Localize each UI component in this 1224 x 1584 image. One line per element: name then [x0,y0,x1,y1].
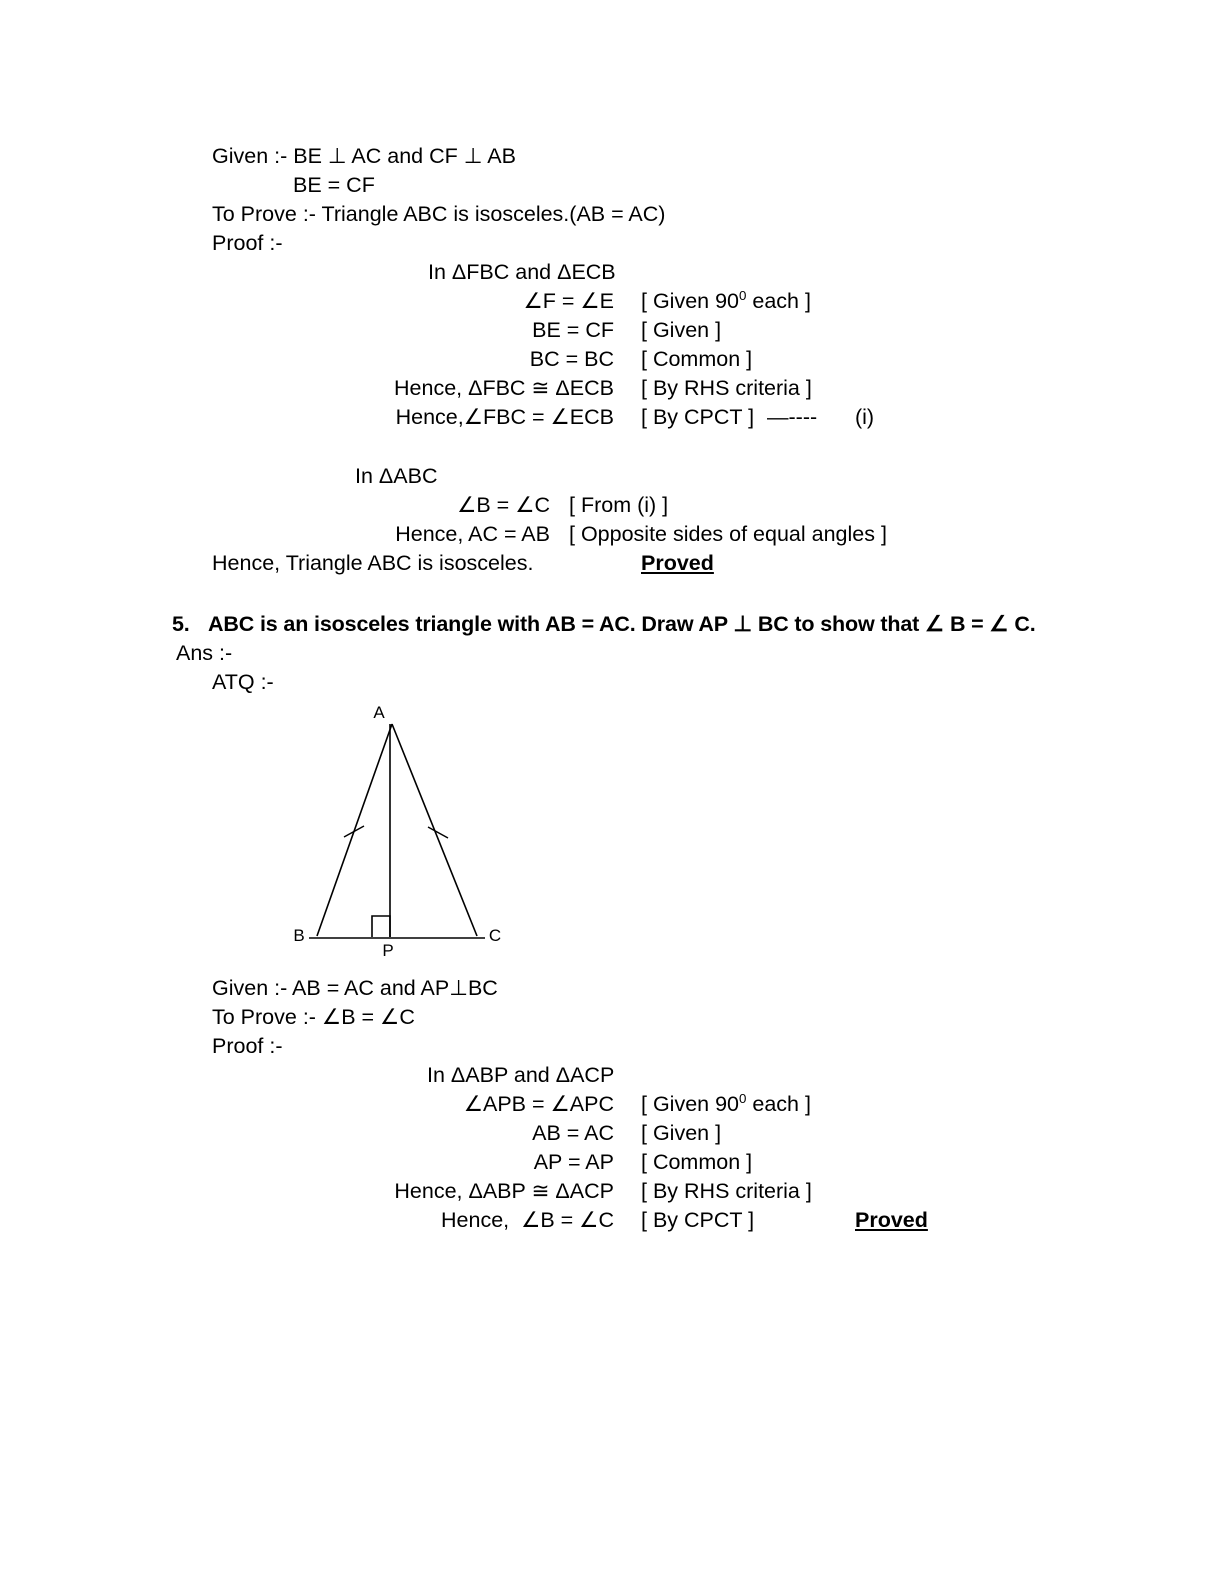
proof4b-statement-1: ∠B = ∠C [457,493,550,517]
proof4-given-line1: Given :- BE ⊥ AC and CF ⊥ AB [212,144,516,168]
proof5-given: Given :- AB = AC and AP⊥BC [212,976,498,1000]
proof5-statement-1: ∠APB = ∠APC [463,1092,614,1116]
proof5-statement-4: Hence, ΔABP ≅ ΔACP [394,1179,614,1203]
proof4-in-abc: In ΔABC [355,464,438,488]
proof4-to-prove: To Prove :- Triangle ABC is isosceles.(AB = AC) [212,202,666,226]
proof4-reference-dash: —---- [767,405,818,429]
proof4-proof-label: Proof :- [212,231,283,255]
proof5-reason-1-sup: 0 [739,1090,747,1106]
question-5-atq-label: ATQ :- [212,670,274,694]
proof4-reason-3: [ Common ] [641,347,753,371]
proof4-reason-1-pre: [ Given 90 [641,289,739,313]
proof5-reason-1-pre: [ Given 90 [641,1092,739,1116]
proof5-reason-4: [ By RHS criteria ] [641,1179,812,1203]
proof5-reason-2: [ Given ] [641,1121,722,1145]
proof4-statement-2: BE = CF [532,318,614,342]
vertex-label-b: B [293,926,305,945]
proof4b-statement-2: Hence, AC = AB [395,522,550,546]
vertex-label-a: A [373,703,385,722]
proof4-statement-5: Hence,∠FBC = ∠ECB [395,405,614,429]
question-5-number: 5. [172,612,190,636]
proof5-proof-label: Proof :- [212,1034,283,1058]
right-angle-marker [372,916,390,937]
proof4-conclusion: Hence, Triangle ABC is isosceles. [212,551,534,575]
proof4-reason-2: [ Given ] [641,318,722,342]
proof4-given-line2: BE = CF [293,173,375,197]
proof4-statement-1: ∠F = ∠E [523,289,614,313]
proof5-in-triangles: In ΔABP and ΔACP [427,1063,615,1087]
proof4-reference-label: (i) [855,405,875,429]
proof5-to-prove: To Prove :- ∠B = ∠C [212,1005,415,1029]
proof4b-reason-2: [ Opposite sides of equal angles ] [569,522,887,546]
proof5-statement-2: AB = AC [532,1121,614,1145]
proof4-in-triangles: In ΔFBC and ΔECB [428,260,616,284]
proof4-proved-label: Proved [641,551,714,575]
proof5-reason-5: [ By CPCT ] [641,1208,755,1232]
proof4-reason-1 [641,287,811,316]
proof5-reason-3: [ Common ] [641,1150,753,1174]
isosceles-triangle-diagram [280,698,530,960]
question-5-text: ABC is an isosceles triangle with AB = AC. Draw AP ⊥ BC to show that ∠ B = ∠ C. [208,612,1036,636]
proof4-reason-1-sup: 0 [739,287,747,303]
proof4-statement-4: Hence, ΔFBC ≅ ΔECB [394,376,614,400]
proof4-reason-4: [ By RHS criteria ] [641,376,812,400]
side-ab-line [317,724,392,936]
proof5-reason-1-post: each ] [746,1092,811,1116]
proof5-proved-label: Proved [855,1208,928,1232]
proof5-statement-3: AP = AP [533,1150,614,1174]
proof4b-reason-1: [ From (i) ] [569,493,669,517]
proof5-statement-5: Hence, ∠B = ∠C [441,1208,614,1232]
tick-mark-ac [428,827,448,838]
proof4-reason-1-post: each ] [746,289,811,313]
tick-mark-ab [344,826,364,837]
proof5-reason-1 [641,1090,811,1119]
proof4-reason-5: [ By CPCT ] [641,405,755,429]
triangle-svg [280,698,530,960]
question-5-heading [172,610,1072,639]
proof4-statement-3: BC = BC [529,347,614,371]
vertex-label-c: C [488,926,502,945]
vertex-label-p: P [382,941,394,960]
question-5-ans-label: Ans :- [176,641,233,665]
